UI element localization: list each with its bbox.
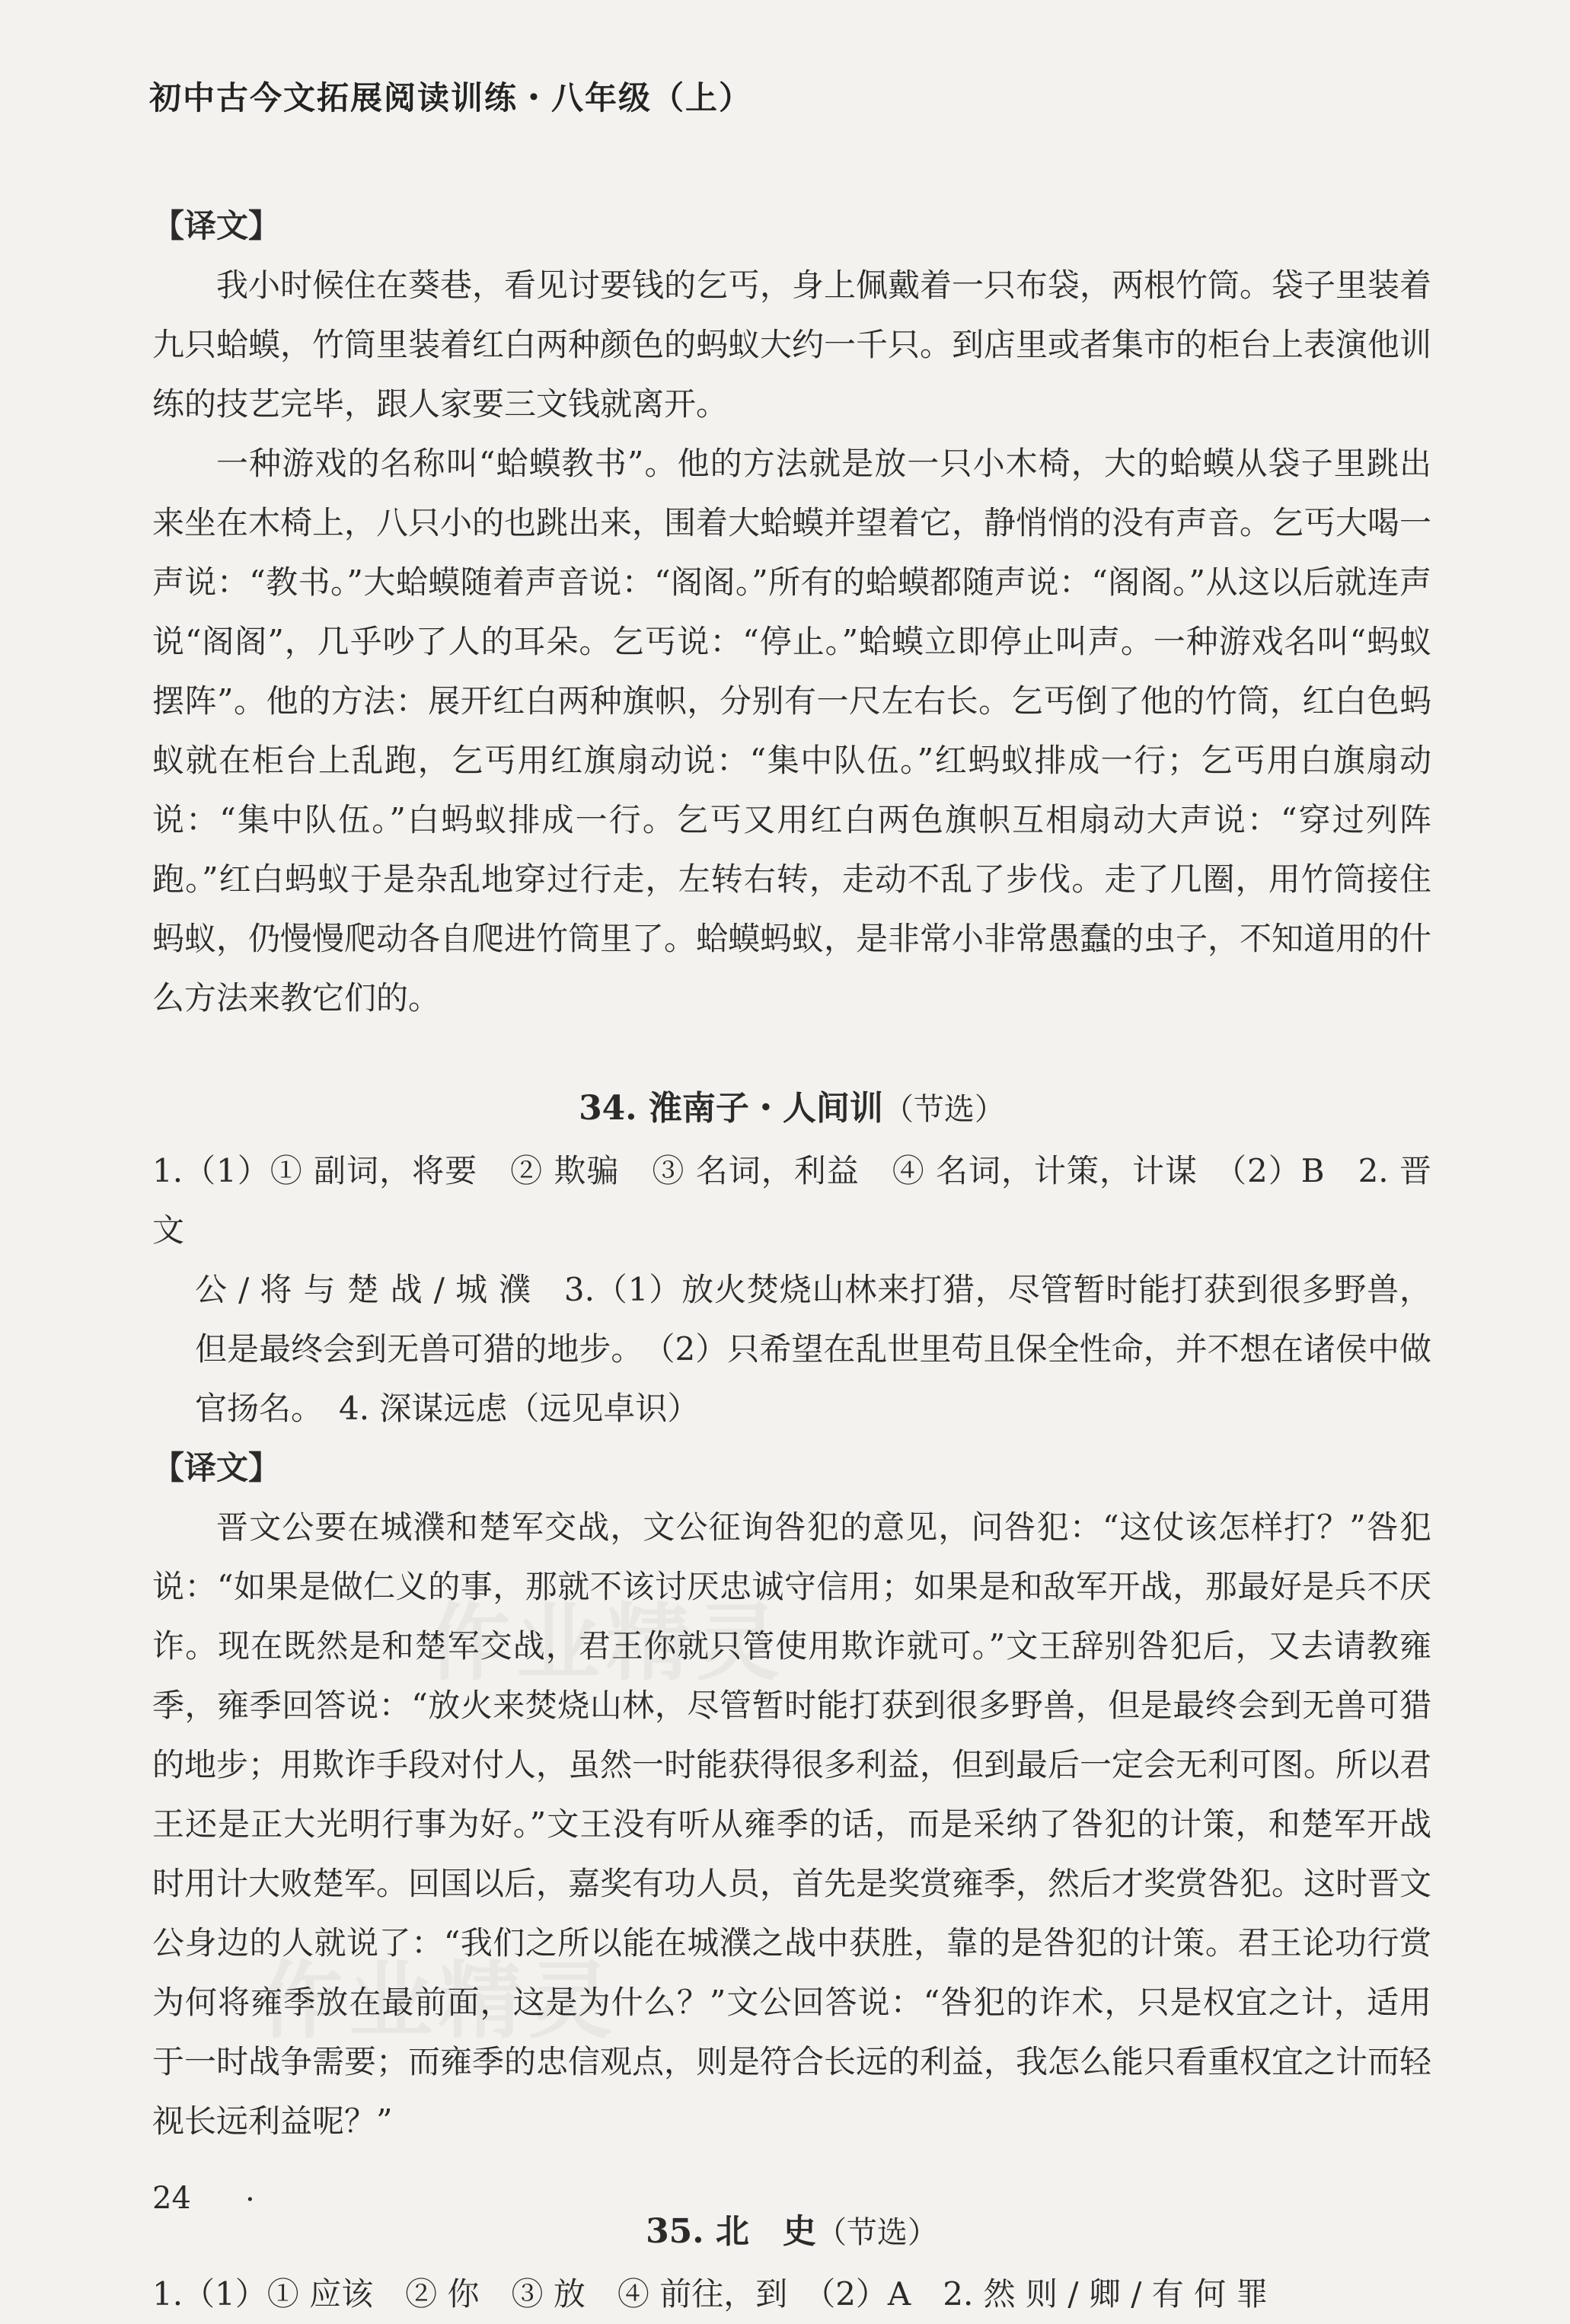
watermark [426, 1576, 786, 1697]
answer-text: 公 / 将 与 楚 战 / 城 濮 3.（1）放火焚烧山林来打猎，尽管暂时能打获到很多野兽，但是最终会到无兽可猎的地步。 （2）只希望在乱世里苟且保全性命，并不想在诸侯中做官扬名。 4. 深谋远虑（远见卓识） [195, 1271, 1431, 1427]
section-title: 34. 淮南子・人间训 [579, 1089, 883, 1128]
section-subtitle: （节选） [815, 2215, 938, 2250]
section-heading [152, 1077, 1431, 1141]
running-header: 初中古今文拓展阅读训练・八年级（上） [149, 79, 753, 117]
page-number: 24 [152, 2181, 191, 2216]
translation-paragraph: 晋文公要在城濮和楚军交战，文公征询咎犯的意见，问咎犯：“这仗该怎样打？”咎犯说：“如果是做仁义的事，那就不该讨厌忠诚守信用；如果是和敌军开战，那最好是兵不厌诈。现在既然是和楚军交战，君王你就只管使用欺诈就可。”文王辞别咎犯后，又去请教雍季，雍季回答说：“放火来焚烧山林，尽管暂时能打获到很多野兽，但是最终会到无兽可猎的地步；用欺诈手段对付人，虽然一时能获得很多利益，但到最后一定会无利可图。所以君王还是正大光明行事为好。”文王没有听从雍季的话，而是采纳了咎犯的计策，和楚军开战时用计大败楚军。回国以后，嘉奖有功人员，首先是奖赏雍季，然后才奖赏咎犯。这时晋文公身边的人就说了：“我们之所以能在城濮之战中获胜，靠的是咎犯的计策。君王论功行赏为何将雍季放在最前面，这是为什么？”文公回答说：“咎犯的诈术，只是权宜之计，适用于一时战争需要；而雍季的忠信观点，则是符合长远的利益，我怎么能只看重权宜之计而轻视长远利益呢？” [152, 1508, 1432, 2140]
translation-paragraph: 我小时候住在葵巷，看见讨要钱的乞丐，身上佩戴着一只布袋，两根竹筒。袋子里装着九只蛤蟆，竹筒里装着红白两种颜色的蚂蚁大约一千只。到店里或者集市的柜台上表演他训练的技艺完毕，跟人家要三文钱就离开。 [152, 267, 1432, 423]
translation-label: 【译文】 [152, 1449, 281, 1486]
watermark [259, 1934, 618, 2054]
footer-mark: . [245, 2173, 255, 2208]
translation-label: 【译文】 [152, 207, 281, 244]
section-heading [152, 2200, 1431, 2265]
section-subtitle: （节选） [882, 1092, 1005, 1127]
answer-text: 1.（1）① 副词，将要 ② 欺骗 ③ 名词，利益 ④ 名词，计策，计谋 （2）B 2. 晋 文 [152, 1152, 1464, 1249]
translation-paragraph: 一种游戏的名称叫“蛤蟆教书”。他的方法就是放一只小木椅，大的蛤蟆从袋子里跳出来坐在木椅上，八只小的也跳出来，围着大蛤蟆并望着它，静悄悄的没有声音。乞丐大喝一声说：“教书。”大蛤蟆随着声音说：“阁阁。”所有的蛤蟆都随声说：“阁阁。”从这以后就连声说“阁阁”，几乎吵了人的耳朵。乞丐说：“停止。”蛤蟆立即停止叫声。一种游戏名叫“蚂蚁摆阵”。他的方法：展开红白两种旗帜，分别有一尺左右长。乞丐倒了他的竹筒，红白色蚂蚁就在柜台上乱跑，乞丐用红旗扇动说：“集中队伍。”红蚂蚁排成一行；乞丐用白旗扇动说：“集中队伍。”白蚂蚁排成一行。乞丐又用红白两色旗帜互相扇动大声说：“穿过列阵跑。”红白蚂蚁于是杂乱地穿过行走，左转右转，走动不乱了步伐。走了几圈，用竹筒接住蚂蚁，仍慢慢爬动各自爬进竹筒里了。蛤蟆蚂蚁，是非常小非常愚蠢的虫子，不知道用的什么方法来教它们的。 [152, 445, 1432, 1017]
section-title: 35. 北 史 [646, 2212, 816, 2251]
answer-text: 1.（1）① 应该 ② 你 ③ 放 ④ 前往，到 （2）A 2. 然 则 / 卿 / 有 何 罪 [152, 2275, 1268, 2313]
